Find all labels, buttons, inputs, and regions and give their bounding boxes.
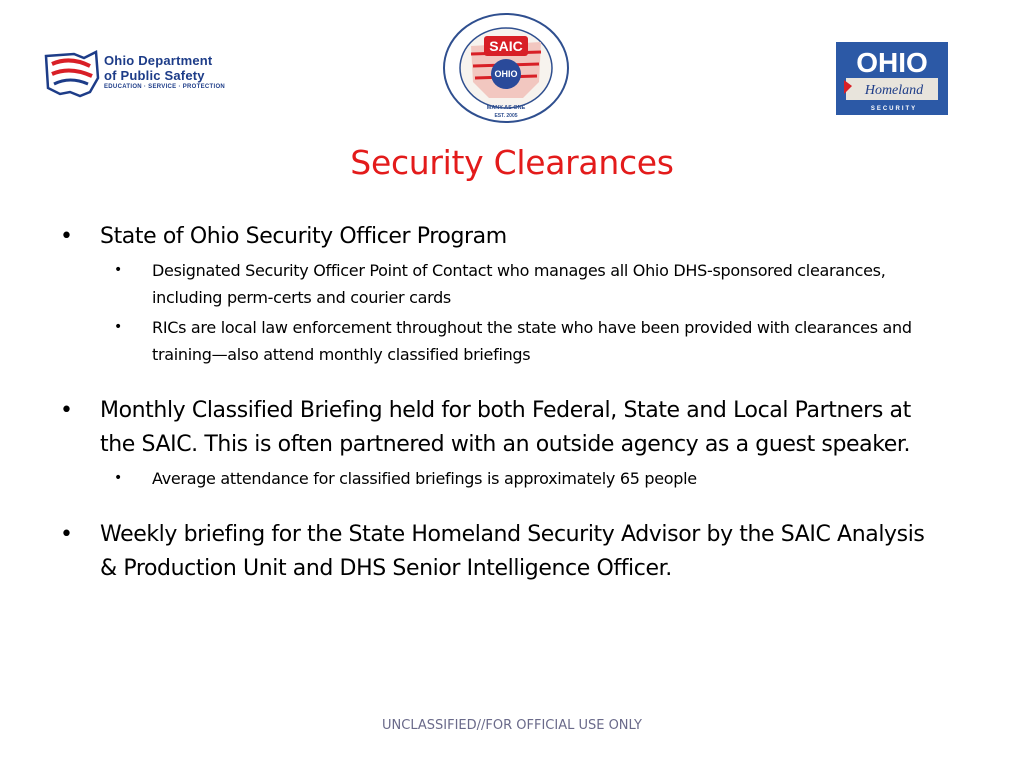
sub-bullet-2-1: • Average attendance for classified briefings is approximately 65 people: [58, 465, 938, 492]
dps-name-line2: of Public Safety: [104, 68, 205, 83]
spacer: [58, 368, 938, 394]
saic-est: EST. 2005: [494, 113, 518, 119]
hs-sub: SECURITY: [870, 106, 918, 112]
sub-bullet-1-2: • RICs are local law enforcement throughout the state who have been provided with clearances and training—also attend monthly classified briefings: [58, 314, 938, 368]
ohio-homeland-security-icon: [836, 42, 948, 115]
saic-badge-text: SAIC: [489, 38, 523, 54]
bullet-1: • State of Ohio Security Officer Program: [58, 220, 938, 254]
hs-script: Homeland: [864, 83, 924, 98]
dps-tagline: EDUCATION · SERVICE · PROTECTION: [104, 84, 226, 90]
sub-bullet-1-1: • Designated Security Officer Point of Contact who manages all Ohio DHS-sponsored clearances, including perm-certs and courier cards: [58, 257, 938, 311]
slide-title: Security Clearances: [350, 143, 674, 182]
ohio-state-shape-icon: [40, 48, 100, 100]
dps-name-line1: Ohio Department: [104, 53, 213, 68]
saic-motto: MANY AS ONE: [486, 105, 526, 111]
saic-seal-icon: [441, 12, 571, 124]
slide-content: [58, 220, 938, 586]
spacer: [58, 492, 938, 518]
bullet-3: • Weekly briefing for the State Homeland Security Advisor by the SAIC Analysis & Production Unit and DHS Senior Intelligence Officer.: [58, 518, 938, 586]
classification-footer: UNCLASSIFIED//FOR OFFICIAL USE ONLY: [382, 718, 642, 733]
hs-word: OHIO: [856, 47, 928, 78]
saic-state-text: OHIO: [494, 69, 518, 79]
ohio-homeland-security-logo: [836, 42, 948, 115]
ohio-dps-logo: [40, 48, 230, 100]
saic-seal-logo: [441, 12, 571, 124]
bullet-2: • Monthly Classified Briefing held for both Federal, State and Local Partners at the SAIC. This is often partnered with an outside agency as a guest speaker.: [58, 394, 938, 462]
